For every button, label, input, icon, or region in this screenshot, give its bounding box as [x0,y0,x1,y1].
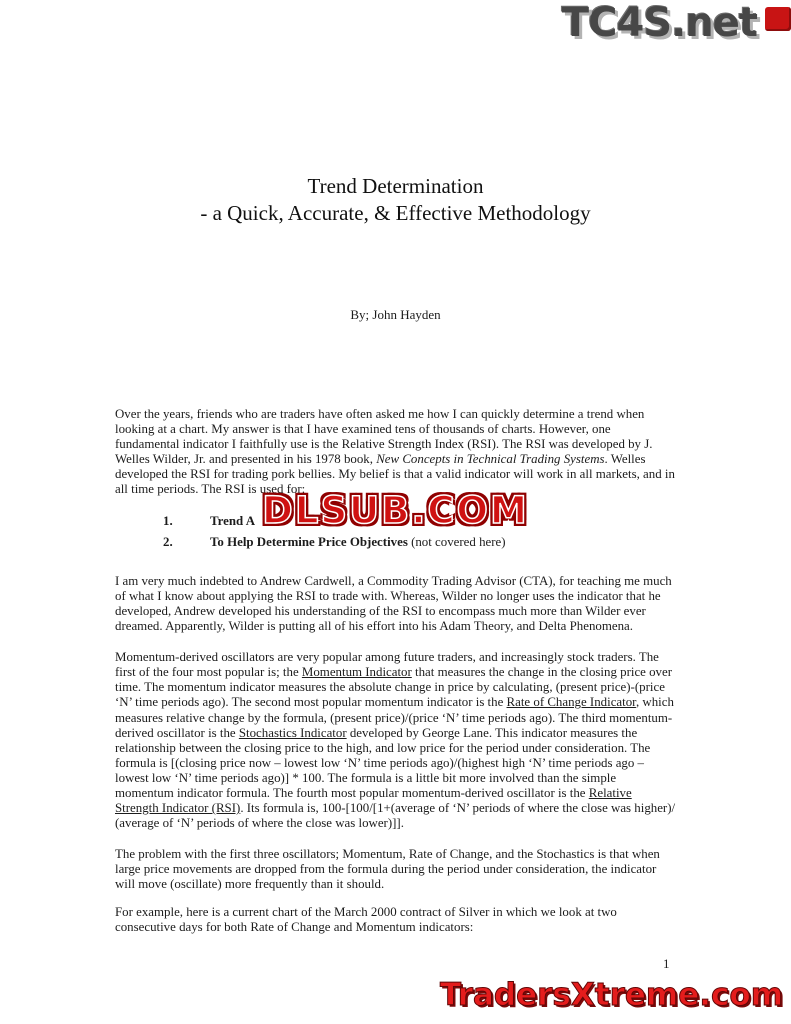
osc-text-1: Momentum-derived oscillators are very popular among future traders, and increasingly stock traders. The first of the four most popular is; the [115,650,659,680]
book-title-italic: New Concepts in Technical Trading Systems [376,452,605,467]
rate-of-change-underlined: Rate of Change Indicator [506,695,636,710]
paragraph-intro [115,407,678,498]
list-text-2 [210,535,506,550]
osc-text-5: . Its formula is, 100-[100/[1+(average of ‘N’ periods of where the close was higher)/ (average of ‘N’ periods of where the close was lower)]]. [115,801,676,831]
page-title-line1: Trend Determination [307,174,484,198]
list-item-price-objectives [163,535,678,550]
momentum-indicator-underlined: Momentum Indicator [301,665,412,680]
paragraph-cardwell: I am very much indebted to Andrew Cardwell, a Commodity Trading Advisor (CTA), for teaching me much of what I know about applying the RSI to trade with. Whereas, Wilder no longer uses the indicator that he developed, Andrew developed his understanding of the RSI to encompass much more than Wilder ever dreamed. Apparently, Wilder is putting all of his effort into his Adam Theory, and Delta Phenomena. [115,573,672,634]
osc-text-2: that measures the change in the closing price over time. The momentum indicator measures the absolute change in price by calculating, (present price)-(price ‘N’ time periods ago). The second most popular momentum indicator is the [115,665,673,710]
tradersxtreme-watermark: TradersXtreme.com [439,977,783,1013]
tc4s-logo: TC4S.net [561,0,757,46]
tc4s-logo-accent-box [765,7,791,31]
content-area [115,407,678,935]
page-title-line2: - a Quick, Accurate, & Effective Methodology [200,201,591,225]
intro-text-1: Over the years, friends who are traders have often asked me how I can quickly determine a trend when looking at a chart. My answer is that I have examined tens of thousands of charts. However, one fundamental indicator I faithfully use is the Relative Strength Index (RSI). The RSI was developed by J. Welles Wilder, Jr. and presented in his 1978 book, [115,407,653,467]
stochastics-underlined: Stochastics Indicator [238,725,347,740]
rsi-underlined: Relative Strength Indicator (RSI) [115,785,632,816]
paragraph-oscillators [115,650,678,831]
osc-text-4: developed by George Lane. This indicator measures the relationship between the closing price to the high, and low price for the period under consideration. The formula is [(closing price now – lowest low ‘N’ time periods ago)/(highest high ‘N’ time periods ago – lowest low ‘N’ time periods ago)] * 100. The formula is a little bit more involved than the simple momentum indicator formula. The fourth most popular momentum-derived oscillator is the [115,725,651,800]
list-number-2: 2. [163,534,173,549]
paragraph-problem: The problem with the first three oscillators; Momentum, Rate of Change, and the Stochastics is that when large price movements are dropped from the formula during the period under consideration, the indicator will move (oscillate) more frequently than it should. [115,847,660,892]
list-text-2-normal: (not covered here) [407,534,506,549]
page-title [0,173,791,227]
list-text-2-bold: To Help Determine Price Objectives [210,534,408,549]
dlsub-watermark: DLSUB.COM [262,489,529,532]
intro-text-2: . Welles developed the RSI for trading pork bellies. My belief is that a valid indicator will work in all markets, and in all time periods. The RSI is used for: [115,452,675,497]
byline: By; John Hayden [350,307,441,322]
page-number: 1 [663,956,670,971]
list-number-1: 1. [163,513,173,528]
paragraph-example: For example, here is a current chart of the March 2000 contract of Silver in which we look at two consecutive days for both Rate of Change and Momentum indicators: [115,904,617,934]
list-text-1: Trend A [210,513,256,528]
osc-text-3: , which measures relative change by the formula, (present price)/(price ‘N’ time periods ago). The third momentum-derived oscillator is the [115,695,674,740]
